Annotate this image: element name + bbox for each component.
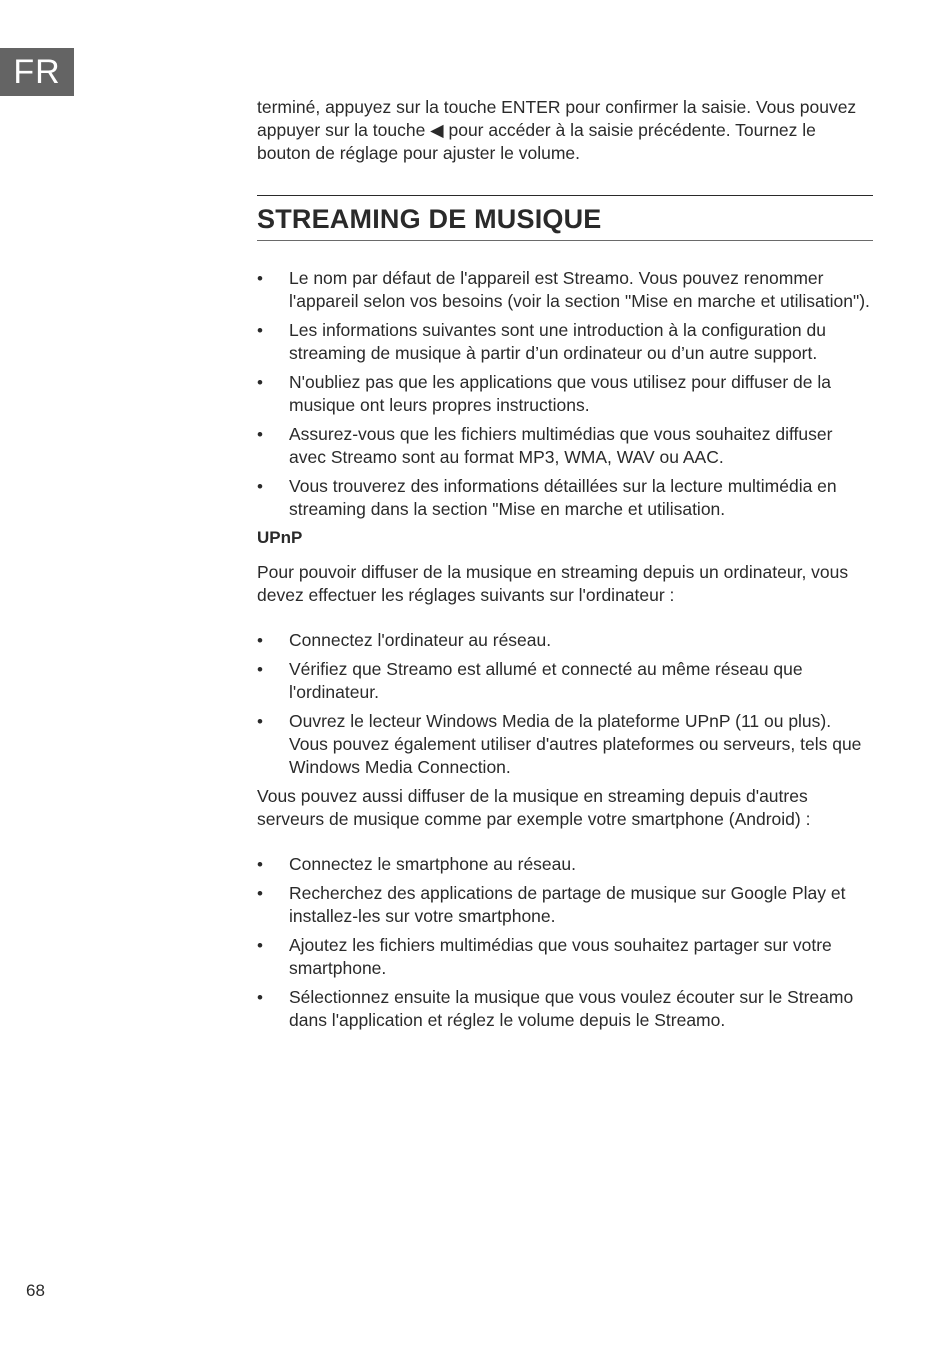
upnp-bullet-list — [257, 629, 873, 779]
intro-paragraph: terminé, appuyez sur la touche ENTER pour confirmer la saisie. Vous pouvez appuyer sur la touche ◀ pour accéder à la saisie précédente. Tournez le bouton de réglage pour ajuster le volume. — [257, 97, 857, 163]
smartphone-bullet-list — [257, 853, 873, 1032]
list-item: • Assurez-vous que les fichiers multimédias que vous souhaitez diffuser avec Streamo sont au format MP3, WMA, WAV ou AAC. — [257, 423, 873, 469]
upnp-intro-paragraph: Pour pouvoir diffuser de la musique en streaming depuis un ordinateur, vous devez effectuer les réglages suivants sur l'ordinateur : — [257, 562, 849, 605]
streaming-bullet-list — [257, 267, 873, 521]
list-item: • Vous trouverez des informations détaillées sur la lecture multimédia en streaming dans la section "Mise en marche et utilisation. — [257, 475, 873, 521]
list-item: • Ouvrez le lecteur Windows Media de la plateforme UPnP (11 ou plus). Vous pouvez également utiliser d'autres plateformes ou serveurs, tels que Windows Media Connection. — [257, 710, 873, 779]
list-item: • Les informations suivantes sont une introduction à la configuration du streaming de musique à partir d’un ordinateur ou d’un autre support. — [257, 319, 873, 365]
list-item: • Connectez l'ordinateur au réseau. — [257, 629, 873, 652]
language-tab: FR — [0, 48, 74, 96]
section-heading-block — [257, 195, 873, 241]
list-item: • Ajoutez les fichiers multimédias que vous souhaitez partager sur votre smartphone. — [257, 934, 873, 980]
list-item: • Vérifiez que Streamo est allumé et connecté au même réseau que l'ordinateur. — [257, 658, 873, 704]
list-item: • Le nom par défaut de l'appareil est Streamo. Vous pouvez renommer l'appareil selon vos besoins (voir la section "Mise en marche et utilisation"). — [257, 267, 873, 313]
section-title: STREAMING DE MUSIQUE — [257, 204, 602, 234]
list-item: • Sélectionnez ensuite la musique que vous voulez écouter sur le Streamo dans l'application et réglez le volume depuis le Streamo. — [257, 986, 873, 1032]
list-item: • Recherchez des applications de partage de musique sur Google Play et installez-les sur votre smartphone. — [257, 882, 873, 928]
upnp-subheading: UPnP — [257, 528, 303, 547]
list-item: • Connectez le smartphone au réseau. — [257, 853, 873, 876]
other-servers-paragraph: Vous pouvez aussi diffuser de la musique en streaming depuis d'autres serveurs de musique comme par exemple votre smartphone (Android) : — [257, 786, 811, 829]
list-item: • N'oubliez pas que les applications que vous utilisez pour diffuser de la musique ont leurs propres instructions. — [257, 371, 873, 417]
page-number: 68 — [26, 1281, 45, 1300]
page-content — [257, 96, 873, 1038]
